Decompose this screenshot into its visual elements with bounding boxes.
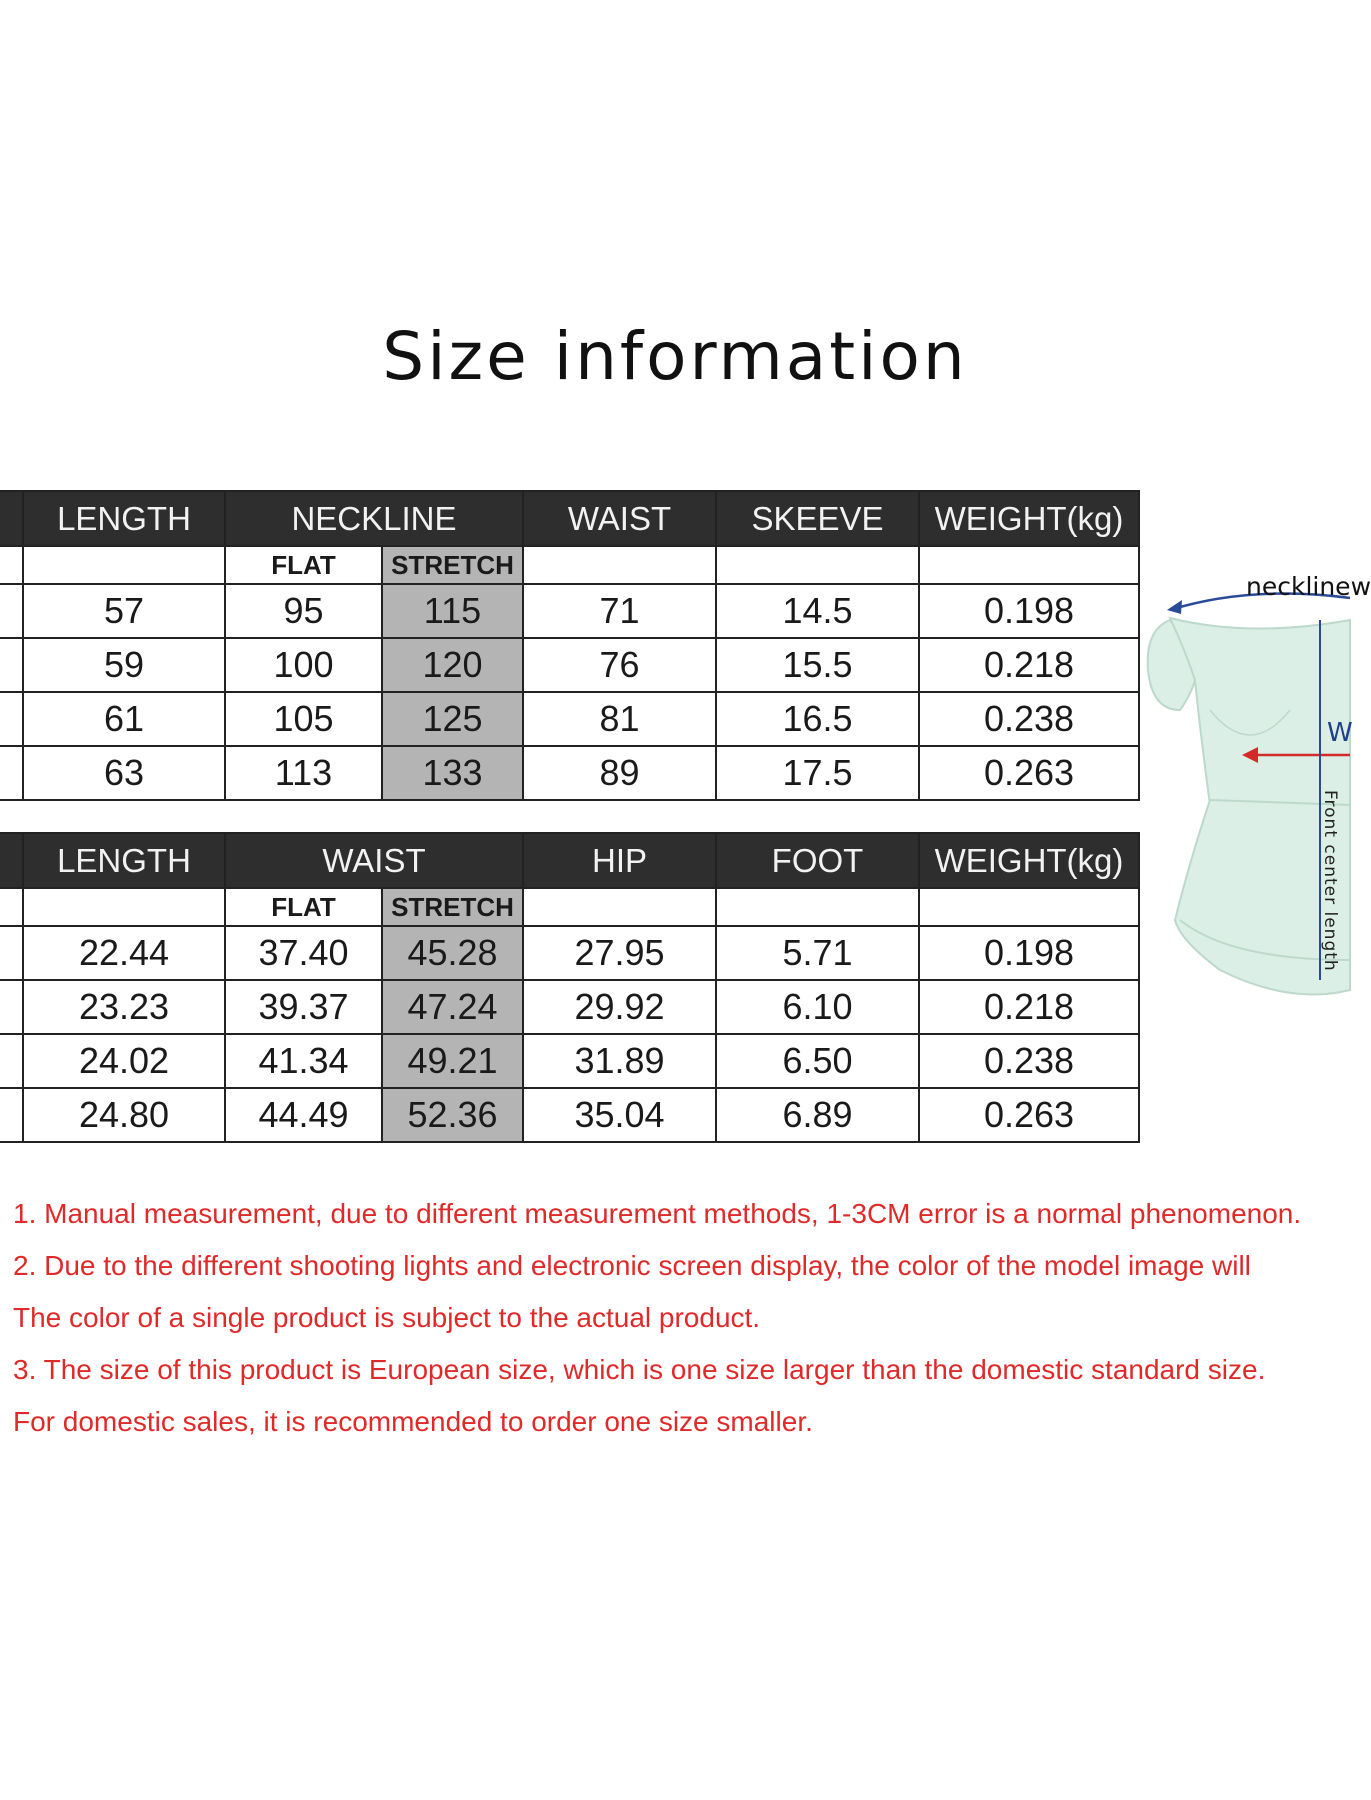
note-line: The color of a single product is subject to the actual product. bbox=[13, 1302, 761, 1333]
table-cell: 0.263 bbox=[919, 1088, 1139, 1142]
table-cell: 15.5 bbox=[716, 638, 919, 692]
table-cell: 47.24 bbox=[382, 980, 523, 1034]
size-table-inches bbox=[0, 832, 1140, 1143]
size-cell bbox=[0, 1088, 23, 1142]
table-cell: 49.21 bbox=[382, 1034, 523, 1088]
sub-empty bbox=[0, 888, 23, 926]
table-cell: 5.71 bbox=[716, 926, 919, 980]
table-cell: 24.80 bbox=[23, 1088, 225, 1142]
header-waist: WAIST bbox=[523, 491, 716, 546]
table-cell: 59 bbox=[23, 638, 225, 692]
size-cell bbox=[0, 638, 23, 692]
table-cell: 37.40 bbox=[225, 926, 382, 980]
note-line: 3. The size of this product is European size, which is one size larger than the domestic standard size. bbox=[13, 1354, 1266, 1385]
table-cell: 71 bbox=[523, 584, 716, 638]
sub-flat: FLAT bbox=[225, 546, 382, 584]
sub-empty bbox=[919, 546, 1139, 584]
table-cell: 61 bbox=[23, 692, 225, 746]
table-subheader-row bbox=[0, 546, 1139, 584]
neckline-arrowhead bbox=[1167, 600, 1182, 614]
size-cell bbox=[0, 1034, 23, 1088]
table-cell: 89 bbox=[523, 746, 716, 800]
table-row bbox=[0, 980, 1139, 1034]
front-center-length-label: Front center length bbox=[1320, 790, 1340, 972]
table-cell: 52.36 bbox=[382, 1088, 523, 1142]
header-weight: WEIGHT(kg) bbox=[919, 491, 1139, 546]
size-header-cell bbox=[0, 833, 23, 888]
table-cell: 35.04 bbox=[523, 1088, 716, 1142]
table-cell: 27.95 bbox=[523, 926, 716, 980]
note-line: 2. Due to the different shooting lights and electronic screen display, the color of the model image will bbox=[13, 1250, 1251, 1281]
sub-empty bbox=[716, 546, 919, 584]
header-foot: FOOT bbox=[716, 833, 919, 888]
table-subheader-row bbox=[0, 888, 1139, 926]
table-cell: 81 bbox=[523, 692, 716, 746]
table-cell: 44.49 bbox=[225, 1088, 382, 1142]
table-cell: 24.02 bbox=[23, 1034, 225, 1088]
header-length: LENGTH bbox=[23, 491, 225, 546]
table-row bbox=[0, 1088, 1139, 1142]
table-row bbox=[0, 926, 1139, 980]
waist-label: W bbox=[1327, 718, 1353, 748]
table-cell: 0.198 bbox=[919, 926, 1139, 980]
sub-stretch: STRETCH bbox=[382, 546, 523, 584]
table-cell: 22.44 bbox=[23, 926, 225, 980]
table-header-row bbox=[0, 833, 1139, 888]
table-row bbox=[0, 692, 1139, 746]
table-cell: 0.218 bbox=[919, 980, 1139, 1034]
size-cell bbox=[0, 692, 23, 746]
table-cell: 125 bbox=[382, 692, 523, 746]
sub-empty bbox=[23, 888, 225, 926]
neckline-label: necklinew bbox=[1246, 572, 1371, 601]
table-cell: 6.50 bbox=[716, 1034, 919, 1088]
size-cell bbox=[0, 584, 23, 638]
size-header-cell bbox=[0, 491, 23, 546]
sub-empty bbox=[716, 888, 919, 926]
table-cell: 23.23 bbox=[23, 980, 225, 1034]
table-row bbox=[0, 584, 1139, 638]
note-line: For domestic sales, it is recommended to order one size smaller. bbox=[13, 1406, 813, 1437]
table-cell: 0.238 bbox=[919, 1034, 1139, 1088]
table-cell: 17.5 bbox=[716, 746, 919, 800]
table-row bbox=[0, 1034, 1139, 1088]
sub-empty bbox=[919, 888, 1139, 926]
header-length: LENGTH bbox=[23, 833, 225, 888]
table-cell: 6.89 bbox=[716, 1088, 919, 1142]
sub-flat: FLAT bbox=[225, 888, 382, 926]
table-cell: 133 bbox=[382, 746, 523, 800]
table-cell: 0.198 bbox=[919, 584, 1139, 638]
sub-empty bbox=[23, 546, 225, 584]
table-cell: 29.92 bbox=[523, 980, 716, 1034]
table-cell: 6.10 bbox=[716, 980, 919, 1034]
table-cell: 0.263 bbox=[919, 746, 1139, 800]
size-table-cm bbox=[0, 490, 1140, 801]
table-cell: 0.218 bbox=[919, 638, 1139, 692]
table-row bbox=[0, 638, 1139, 692]
table-cell: 14.5 bbox=[716, 584, 919, 638]
table-cell: 0.238 bbox=[919, 692, 1139, 746]
table-cell: 16.5 bbox=[716, 692, 919, 746]
table-cell: 115 bbox=[382, 584, 523, 638]
header-weight: WEIGHT(kg) bbox=[919, 833, 1139, 888]
size-cell bbox=[0, 980, 23, 1034]
sub-empty bbox=[523, 888, 716, 926]
sub-stretch: STRETCH bbox=[382, 888, 523, 926]
table-cell: 120 bbox=[382, 638, 523, 692]
table-cell: 113 bbox=[225, 746, 382, 800]
header-sleeve: SKEEVE bbox=[716, 491, 919, 546]
size-cell bbox=[0, 926, 23, 980]
header-neckline: NECKLINE bbox=[225, 491, 523, 546]
table-cell: 57 bbox=[23, 584, 225, 638]
note-line: 1. Manual measurement, due to different measurement methods, 1-3CM error is a normal phenomenon. bbox=[13, 1198, 1302, 1229]
table-cell: 63 bbox=[23, 746, 225, 800]
table-cell: 31.89 bbox=[523, 1034, 716, 1088]
table-cell: 100 bbox=[225, 638, 382, 692]
dress-illustration bbox=[1140, 560, 1350, 1020]
header-hip: HIP bbox=[523, 833, 716, 888]
table-row bbox=[0, 746, 1139, 800]
table-cell: 39.37 bbox=[225, 980, 382, 1034]
size-notes bbox=[13, 1188, 1353, 1448]
header-waist: WAIST bbox=[225, 833, 523, 888]
sub-empty bbox=[523, 546, 716, 584]
size-cell bbox=[0, 746, 23, 800]
page-title: Size information bbox=[382, 318, 968, 395]
table-cell: 95 bbox=[225, 584, 382, 638]
sub-empty bbox=[0, 546, 23, 584]
table-cell: 105 bbox=[225, 692, 382, 746]
table-cell: 76 bbox=[523, 638, 716, 692]
table-cell: 41.34 bbox=[225, 1034, 382, 1088]
table-header-row bbox=[0, 491, 1139, 546]
table-cell: 45.28 bbox=[382, 926, 523, 980]
